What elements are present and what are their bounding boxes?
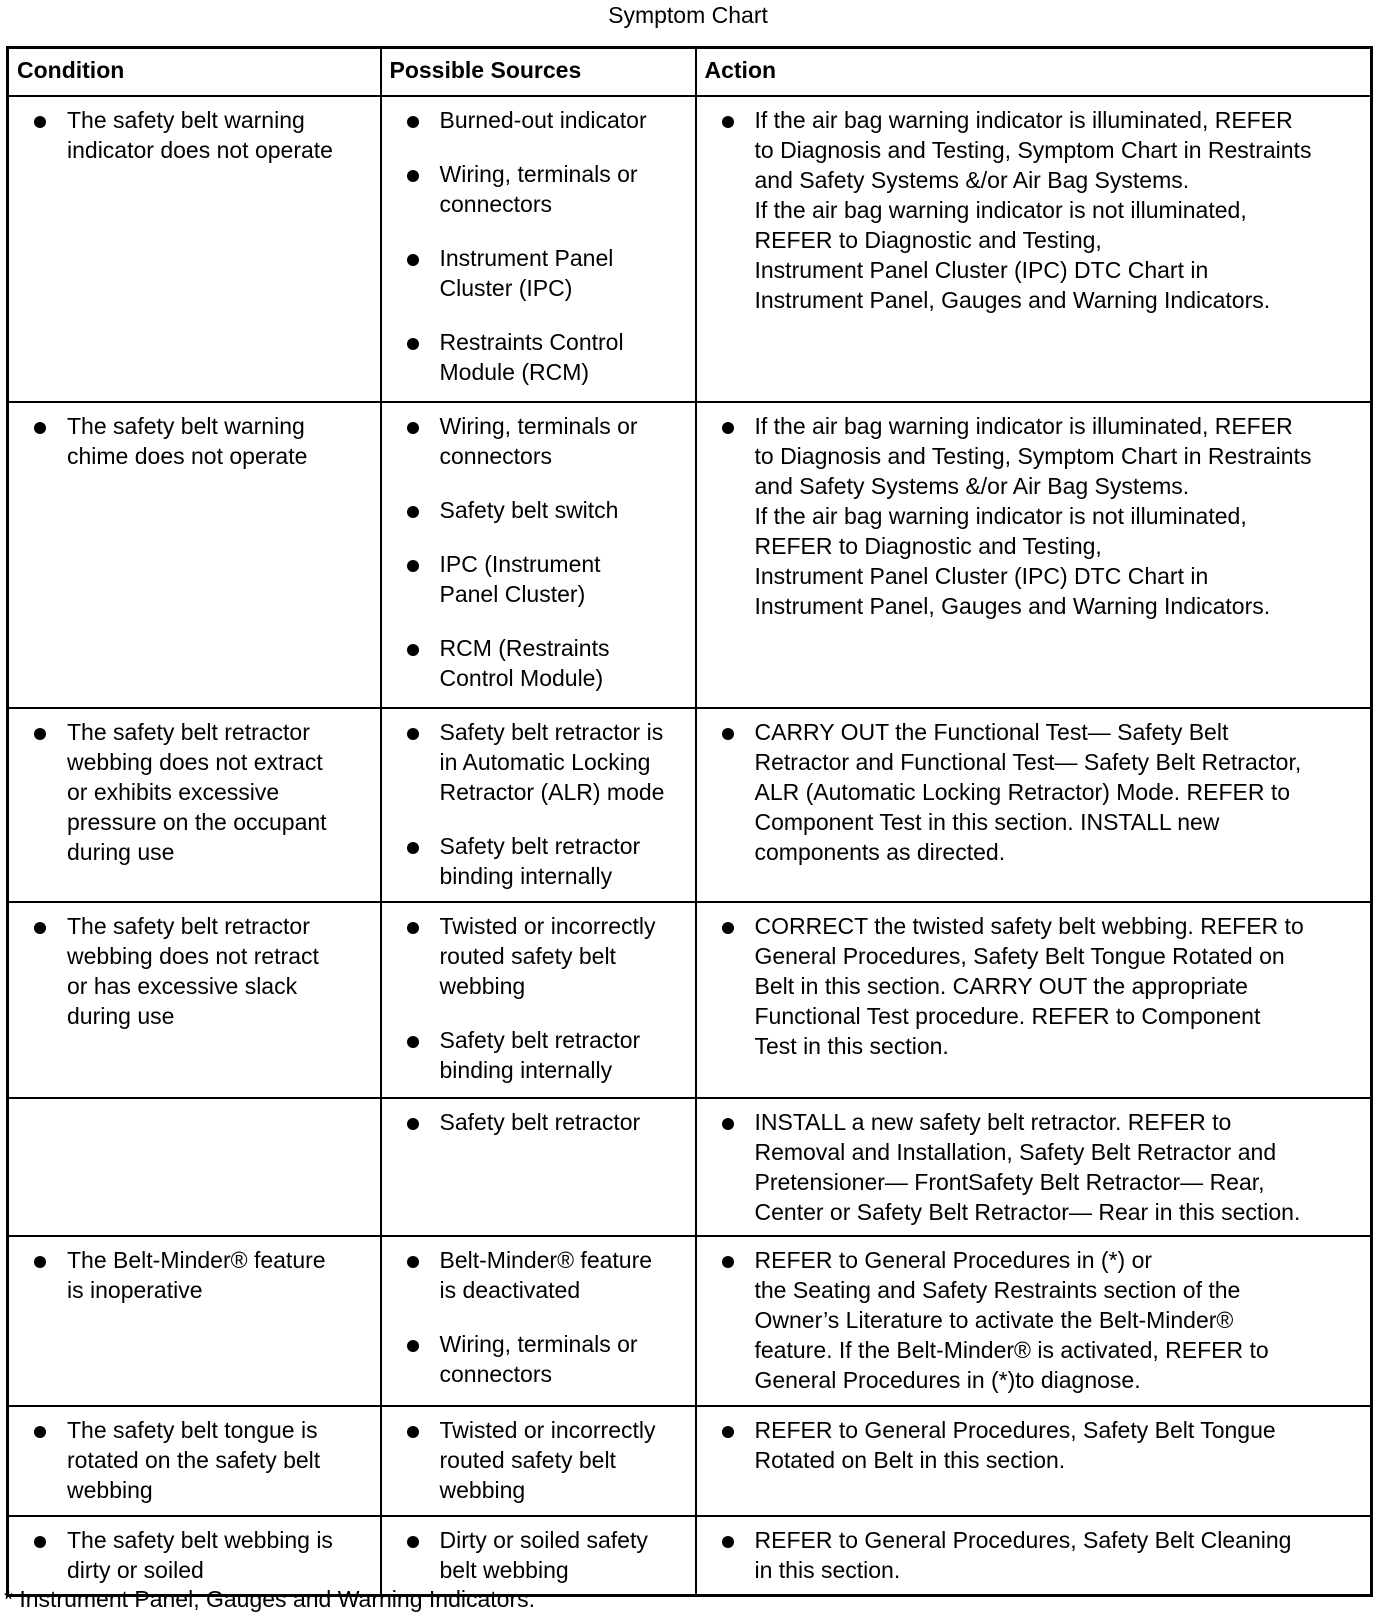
action-cell — [696, 1516, 1372, 1596]
sources-cell — [381, 1406, 696, 1516]
source-item: Wiring, terminals or connectors — [382, 1329, 691, 1389]
table-row — [8, 902, 1372, 1098]
source-item: Safety belt retractor binding internally — [382, 831, 691, 891]
action-cell — [696, 96, 1372, 402]
action-cell — [696, 902, 1372, 1098]
action-text: CORRECT the twisted safety belt webbing. REFER to General Procedures, Safety Belt Tongue Rotated on Belt in this section. CARRY OUT the appropriate Functional Test procedure. REFER to Component Test in this section. — [697, 911, 1367, 1061]
table-row — [8, 402, 1372, 708]
sources-cell — [381, 1236, 696, 1406]
footnote: * Instrument Panel, Gauges and Warning Indicators. — [4, 1586, 535, 1612]
sources-cell — [381, 96, 696, 402]
condition-text: The safety belt tongue is rotated on the safety belt webbing — [9, 1415, 376, 1505]
source-item: Burned-out indicator — [382, 105, 691, 135]
action-text: If the air bag warning indicator is illuminated, REFER to Diagnosis and Testing, Symptom Chart in Restraints and Safety Systems &/or Air Bag Systems. If the air bag warning indicator is not illuminated, REFER to Diagnostic and Testing, Instrument Panel Cluster (IPC) DTC Chart in Instrument Panel, Gauges and Warning Indicators. — [697, 105, 1367, 315]
column-header-condition: Condition — [8, 48, 381, 96]
table-row — [8, 1406, 1372, 1516]
action-text: INSTALL a new safety belt retractor. REFER to Removal and Installation, Safety Belt Retractor and Pretensioner— FrontSafety Belt Retractor— Rear, Center or Safety Belt Retractor— Rear in this section. — [697, 1107, 1367, 1227]
action-cell — [696, 708, 1372, 902]
source-item: Wiring, terminals or connectors — [382, 411, 691, 471]
page-title: Symptom Chart — [608, 2, 768, 28]
column-header-action: Action — [696, 48, 1372, 96]
action-text: If the air bag warning indicator is illuminated, REFER to Diagnosis and Testing, Symptom Chart in Restraints and Safety Systems &/or Air Bag Systems. If the air bag warning indicator is not illuminated, REFER to Diagnostic and Testing, Instrument Panel Cluster (IPC) DTC Chart in Instrument Panel, Gauges and Warning Indicators. — [697, 411, 1367, 621]
table-row — [8, 1098, 1372, 1236]
source-item: Twisted or incorrectly routed safety belt webbing — [382, 911, 691, 1001]
table-row — [8, 708, 1372, 902]
source-item: Belt-Minder® feature is deactivated — [382, 1245, 691, 1305]
action-cell — [696, 402, 1372, 708]
action-cell — [696, 1406, 1372, 1516]
action-cell — [696, 1098, 1372, 1236]
table-row — [8, 96, 1372, 402]
sources-cell — [381, 902, 696, 1098]
source-item: Safety belt retractor — [382, 1107, 691, 1137]
source-item: RCM (Restraints Control Module) — [382, 633, 691, 693]
source-item: Instrument Panel Cluster (IPC) — [382, 243, 691, 303]
condition-cell — [8, 402, 381, 708]
source-item: Safety belt retractor is in Automatic Locking Retractor (ALR) mode — [382, 717, 691, 807]
condition-text: The safety belt retractor webbing does not extract or exhibits excessive pressure on the occupant during use — [9, 717, 376, 867]
source-item: Dirty or soiled safety belt webbing — [382, 1525, 691, 1585]
source-item: Safety belt retractor binding internally — [382, 1025, 691, 1085]
source-item: Restraints Control Module (RCM) — [382, 327, 691, 387]
source-item: Twisted or incorrectly routed safety belt webbing — [382, 1415, 691, 1505]
condition-cell — [8, 708, 381, 902]
condition-text: The safety belt warning chime does not operate — [9, 411, 376, 471]
action-text: REFER to General Procedures, Safety Belt Tongue Rotated on Belt in this section. — [697, 1415, 1367, 1475]
condition-cell — [8, 902, 381, 1098]
source-item: Wiring, terminals or connectors — [382, 159, 691, 219]
sources-cell — [381, 708, 696, 902]
condition-cell-empty — [8, 1098, 381, 1236]
condition-text: The safety belt warning indicator does not operate — [9, 105, 376, 165]
action-text: CARRY OUT the Functional Test— Safety Belt Retractor and Functional Test— Safety Belt Retractor, ALR (Automatic Locking Retractor) Mode. REFER to Component Test in this section. INSTALL new components as directed. — [697, 717, 1367, 867]
condition-text: The safety belt retractor webbing does not retract or has excessive slack during use — [9, 911, 376, 1031]
action-cell — [696, 1236, 1372, 1406]
sources-cell — [381, 1098, 696, 1236]
source-item: Safety belt switch — [382, 495, 691, 525]
symptom-chart-table — [6, 46, 1373, 1597]
condition-text: The safety belt webbing is dirty or soiled — [9, 1525, 376, 1585]
condition-cell — [8, 1236, 381, 1406]
condition-text: The Belt-Minder® feature is inoperative — [9, 1245, 376, 1305]
table-header-row — [8, 48, 1372, 96]
action-text: REFER to General Procedures, Safety Belt Cleaning in this section. — [697, 1525, 1367, 1585]
source-item: IPC (Instrument Panel Cluster) — [382, 549, 691, 609]
sources-cell — [381, 402, 696, 708]
condition-cell — [8, 1406, 381, 1516]
table-row — [8, 1236, 1372, 1406]
action-text: REFER to General Procedures in (*) or the Seating and Safety Restraints section of the Owner’s Literature to activate the Belt-Minder® feature. If the Belt-Minder® is activated, REFER to General Procedures in (*)to diagnose. — [697, 1245, 1367, 1395]
condition-cell — [8, 96, 381, 402]
column-header-possible-sources: Possible Sources — [381, 48, 696, 96]
